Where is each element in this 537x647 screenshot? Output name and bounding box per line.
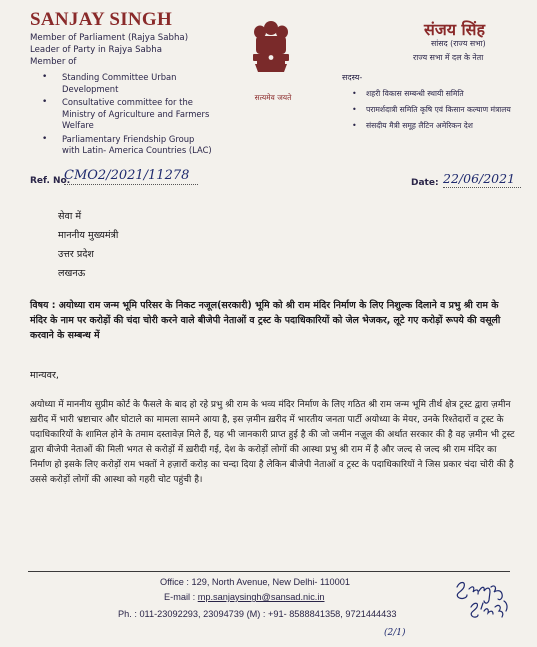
page-mark: (2/1): [384, 628, 406, 638]
committee-item: • Parliamentary Friendship Group with Latin- America Countries (LAC): [42, 133, 212, 155]
sender-role-leader: Leader of Party in Rajya Sabha: [30, 45, 162, 55]
sender-member-label-hindi: सदस्य-: [342, 73, 363, 82]
ref-number-label: Ref. No.: [30, 176, 71, 186]
bullet-icon: •: [42, 133, 48, 144]
footer-divider: [28, 571, 510, 572]
email-label: E-mail :: [164, 592, 196, 602]
addressee-line: उत्तर प्रदेश: [58, 249, 94, 260]
footer-office-address: Office : 129, North Avenue, New Delhi- 110001: [160, 577, 350, 587]
footer-email: [164, 592, 325, 602]
bullet-icon: •: [42, 97, 48, 107]
bullet-icon: •: [352, 121, 357, 130]
committee-item-hindi: • परामर्शदात्री समिति कृषि एवं किसान कल्याण मंत्रालय: [352, 105, 511, 114]
sender-role-hindi-mp: सांसद (राज्य सभा): [431, 39, 486, 48]
addressee-line: लखनऊ: [58, 268, 86, 279]
national-emblem-icon: [247, 18, 295, 90]
bullet-icon: •: [352, 89, 357, 98]
sender-member-of-label: Member of: [30, 57, 77, 67]
sender-name-english: SANJAY SINGH: [30, 9, 173, 30]
committee-list-hindi: [352, 88, 530, 136]
emblem-motto: सत्यमेव जयते: [254, 93, 292, 102]
addressee-line: माननीय मुख्यमंत्री: [58, 230, 119, 241]
committee-item: • Consultative committee for the Ministry of Agriculture and Farmers Welfare: [42, 97, 210, 130]
committee-item: • Standing Committee Urban Development: [42, 72, 177, 94]
date-label: Date:: [411, 178, 439, 188]
sender-role-hindi-leader: राज्य सभा में दल के नेता: [413, 53, 484, 62]
handwritten-signature: [453, 571, 525, 623]
sender-name-hindi: संजय सिंह: [424, 20, 485, 39]
committee-list-english: [42, 72, 212, 159]
committee-item-hindi: • शहरी विकास सम्बन्धी स्थायी समिति: [352, 89, 464, 98]
letter-subject: विषय : अयोध्या राम जन्म भूमि परिसर के निकट नजूल(सरकारी) भूमि को श्री राम मंदिर निर्माण के लिए निशुल्क दिलाने व प्रभु श्री राम के मंदिर के नाम पर करोड़ों की चंदा चोरी करने वाले बीजेपी नेताओं व ट्रस्ट के पदाधिकारियों को जेल भेजकर, लूटे गए करोड़ों रूपये की वसूली करवाने के सम्बन्ध में: [30, 300, 501, 341]
date-value: 22/06/2021: [443, 171, 521, 188]
bullet-icon: •: [352, 105, 357, 114]
footer-phone: Ph. : 011-23092293, 23094739 (M) : +91- 8588841358, 9721444433: [118, 609, 397, 619]
committee-item-hindi: • संसदीय मैत्री समूह लैटिन अमेरिकन देश: [352, 121, 473, 130]
addressee-line: सेवा में: [58, 211, 82, 222]
salutation: मान्यवर,: [30, 370, 59, 381]
sender-role-mp: Member of Parliament (Rajya Sabha): [30, 33, 189, 43]
bullet-icon: •: [42, 72, 48, 82]
letter-body: अयोध्या में माननीय सुप्रीम कोर्ट के फैसले के बाद हो रहे प्रभु श्री राम के भव्य मंदिर निर्माण के लिए गठित श्री राम जन्म भूमि तीर्थ क्षेत्र ट्रस्ट द्वारा ज़मीन ख़रीद में भारी भ्रष्टाचार और घोटाले का मामला सामने आया है, इस ज़मीन ख़रीद में भारतीय जनता पार्टी अयोध्या के मेयर, उनके रिश्तेदारों व ट्रस्ट के पदाधिकारियों के शामिल होने के तमाम दस्तावेज़ मिले हैं, यह भी जानकारी प्राप्त हुई है की जो जमीन नज़ूल की अर्थात सरकार की है वह ज़मीन भी ट्रस्ट द्वारा बीजेपी नेताओं की मिली भगत से करोड़ों में ख़रीदी गई, देश के करोड़ों लोगों की आस्था प्रभु श्री राम में है और जल्द से जल्द श्री राम मंदिर का निर्माण हो इसके लिए करोड़ों राम भक्तों ने हज़ारों करोड़ का चन्दा दिया है लेकिन बीजेपी नेताओं व ट्रस्ट के पदाधिकारियों ने जिस प्रकार चंदा चोरी की है उससे करोड़ों लोगों की आस्था को गहरी चोट पहुंची है।: [30, 400, 515, 485]
ref-number-value: CMO2/2021/11278: [64, 168, 198, 185]
email-link[interactable]: mp.sanjaysingh@sansad.nic.in: [197, 592, 325, 602]
